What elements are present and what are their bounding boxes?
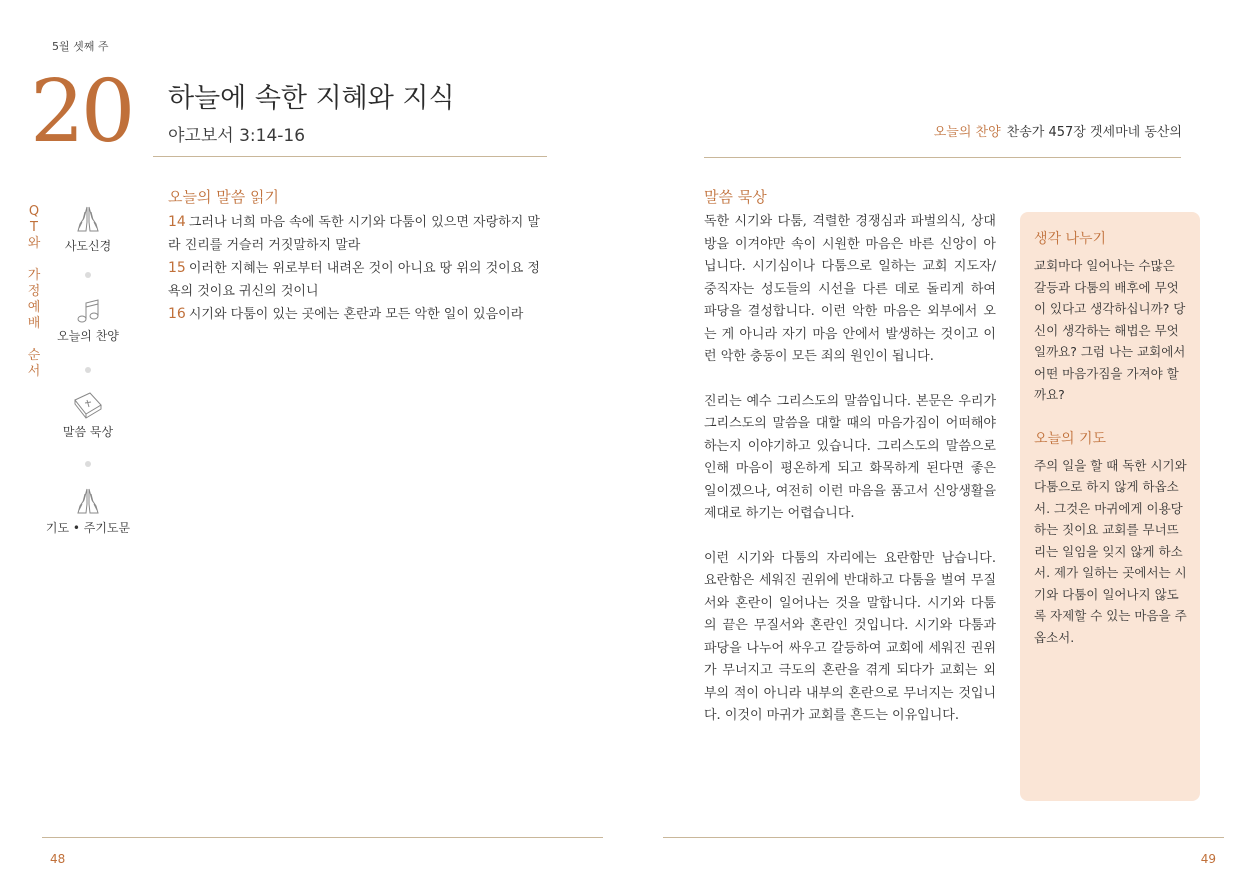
vertical-char: 정	[27, 284, 41, 299]
share-heading: 생각 나누기	[1034, 231, 1107, 247]
meditation-body	[704, 211, 996, 750]
footer-divider-right	[663, 837, 1224, 838]
hymn-divider	[704, 157, 1181, 158]
sidebar-item-prayer	[38, 486, 138, 536]
prayer-heading: 오늘의 기도	[1034, 430, 1107, 447]
sidebar-item-label: 오늘의 찬양	[57, 329, 119, 343]
verse-number: 14	[168, 214, 186, 230]
vertical-char: T	[30, 220, 38, 235]
week-label: 5월 셋째 주	[52, 40, 109, 53]
sidebar-item-label: 기도 • 주기도문	[45, 521, 131, 535]
hymn-info	[934, 121, 1182, 140]
vertical-char: 예	[27, 300, 41, 315]
praying-hands-icon	[73, 204, 103, 234]
meditation-paragraph: 독한 시기와 다툼, 격렬한 경쟁심과 파벌의식, 상대방을 이겨야만 속이 시원한 마음은 바른 신앙이 아닙니다. 시기심이나 다툼으로 일하는 교회 지도자/중직자는 성도들의 시선을 다른 데로 돌리게 하여 파당을 결성합니다. 이런 악한 마음은 외부에서 오는 게 아니라 자기 마음 안에서 발생하는 것이고 이런 악한 충동이 모든 죄의 원인이 됩니다.	[704, 214, 996, 364]
verse-number: 16	[168, 306, 186, 322]
sidebar-separator-dot	[85, 367, 91, 373]
page-number-right: 49	[1200, 852, 1216, 866]
sidebar-item-label: 말씀 묵상	[62, 425, 114, 439]
share-text: 교회마다 일어나는 수많은 갈등과 다툼의 배후에 무엇이 있다고 생각하십니까? 당신이 생각하는 해법은 무엇일까요? 그럼 나는 교회에서 어떤 마음가짐을 가져야 할까요?	[1034, 258, 1186, 402]
sidebar-item-creed	[38, 204, 138, 254]
footer-divider-left	[42, 837, 603, 838]
sidebar-item-label: 사도신경	[64, 239, 112, 253]
meditation-paragraph: 진리는 예수 그리스도의 말씀입니다. 본문은 우리가 그리스도의 말씀을 대할 때의 마음가짐이 어떠해야 하는지 이야기하고 있습니다. 그리스도의 말씀으로 인해 마음이 평온하게 되고 화목하게 된다면 좋은 일이겠으나, 여전히 이런 마음을 품고서 신앙생활을 제대로 하기는 어렵습니다.	[704, 393, 996, 521]
verse-number: 15	[168, 260, 186, 276]
sidebar-separator-dot	[85, 272, 91, 278]
vertical-char: Q	[28, 204, 40, 219]
music-note-icon	[76, 298, 100, 324]
verse-text: 시기와 다툼이 있는 곳에는 혼란과 모든 악한 일이 있음이라	[188, 307, 524, 322]
verse-list	[168, 211, 548, 327]
bible-icon	[72, 390, 104, 420]
vertical-char: 순	[27, 348, 41, 363]
day-number: 20	[30, 62, 132, 162]
reading-heading: 오늘의 말씀 읽기	[168, 188, 279, 206]
discussion-box	[1020, 212, 1200, 801]
hymn-value: 찬송가 457장 겟세마네 동산의	[1006, 125, 1182, 140]
page-title: 하늘에 속한 지혜와 지식	[168, 83, 455, 114]
prayer-text: 주의 일을 할 때 독한 시기와 다툼으로 하지 않게 하옵소서. 그것은 마귀에게 이용당하는 짓이요 교회를 무너뜨리는 일임을 잊지 않게 하소서. 제가 일하는 곳에서는 시기와 다툼이 일어나지 않도록 자제할 수 있는 마음을 주옵소서.	[1034, 457, 1187, 645]
vertical-char	[25, 252, 43, 268]
sidebar-item-meditation	[38, 390, 138, 440]
vertical-char: 와	[27, 236, 41, 251]
meditation-heading: 말씀 묵상	[704, 188, 767, 206]
vertical-char: 서	[27, 364, 41, 379]
verse-text: 그러나 너희 마음 속에 독한 시기와 다툼이 있으면 자랑하지 말라 진리를 거슬러 거짓말하지 말라	[168, 215, 540, 253]
vertical-char: 배	[27, 316, 41, 331]
page-number-left: 48	[50, 852, 66, 866]
verse-text: 이러한 지혜는 위로부터 내려온 것이 아니요 땅 위의 것이요 정욕의 것이요 귀신의 것이니	[168, 261, 540, 299]
vertical-char: 가	[27, 268, 41, 283]
praying-hands-icon	[73, 486, 103, 516]
meditation-paragraph: 이런 시기와 다툼의 자리에는 요란함만 남습니다. 요란함은 세워진 권위에 반대하고 다툼을 벌여 무질서와 혼란이 일어나는 것을 말합니다. 시기와 다툼의 끝은 무질서와 혼란인 것입니다. 시기와 다툼과 파당을 나누어 싸우고 갈등하여 교회에 세워진 권위가 무너지고 극도의 혼란을 겪게 되다가 교회는 외부의 적이 아니라 내부의 혼란으로 무너지는 것입니다. 이것이 마귀가 교회를 흔드는 이유입니다.	[704, 550, 996, 723]
title-divider	[153, 156, 547, 157]
sidebar-separator-dot	[85, 461, 91, 467]
hymn-label: 오늘의 찬양	[933, 125, 1001, 140]
sidebar-item-hymn	[38, 298, 138, 344]
scripture-passage: 야고보서 3:14-16	[168, 126, 306, 146]
